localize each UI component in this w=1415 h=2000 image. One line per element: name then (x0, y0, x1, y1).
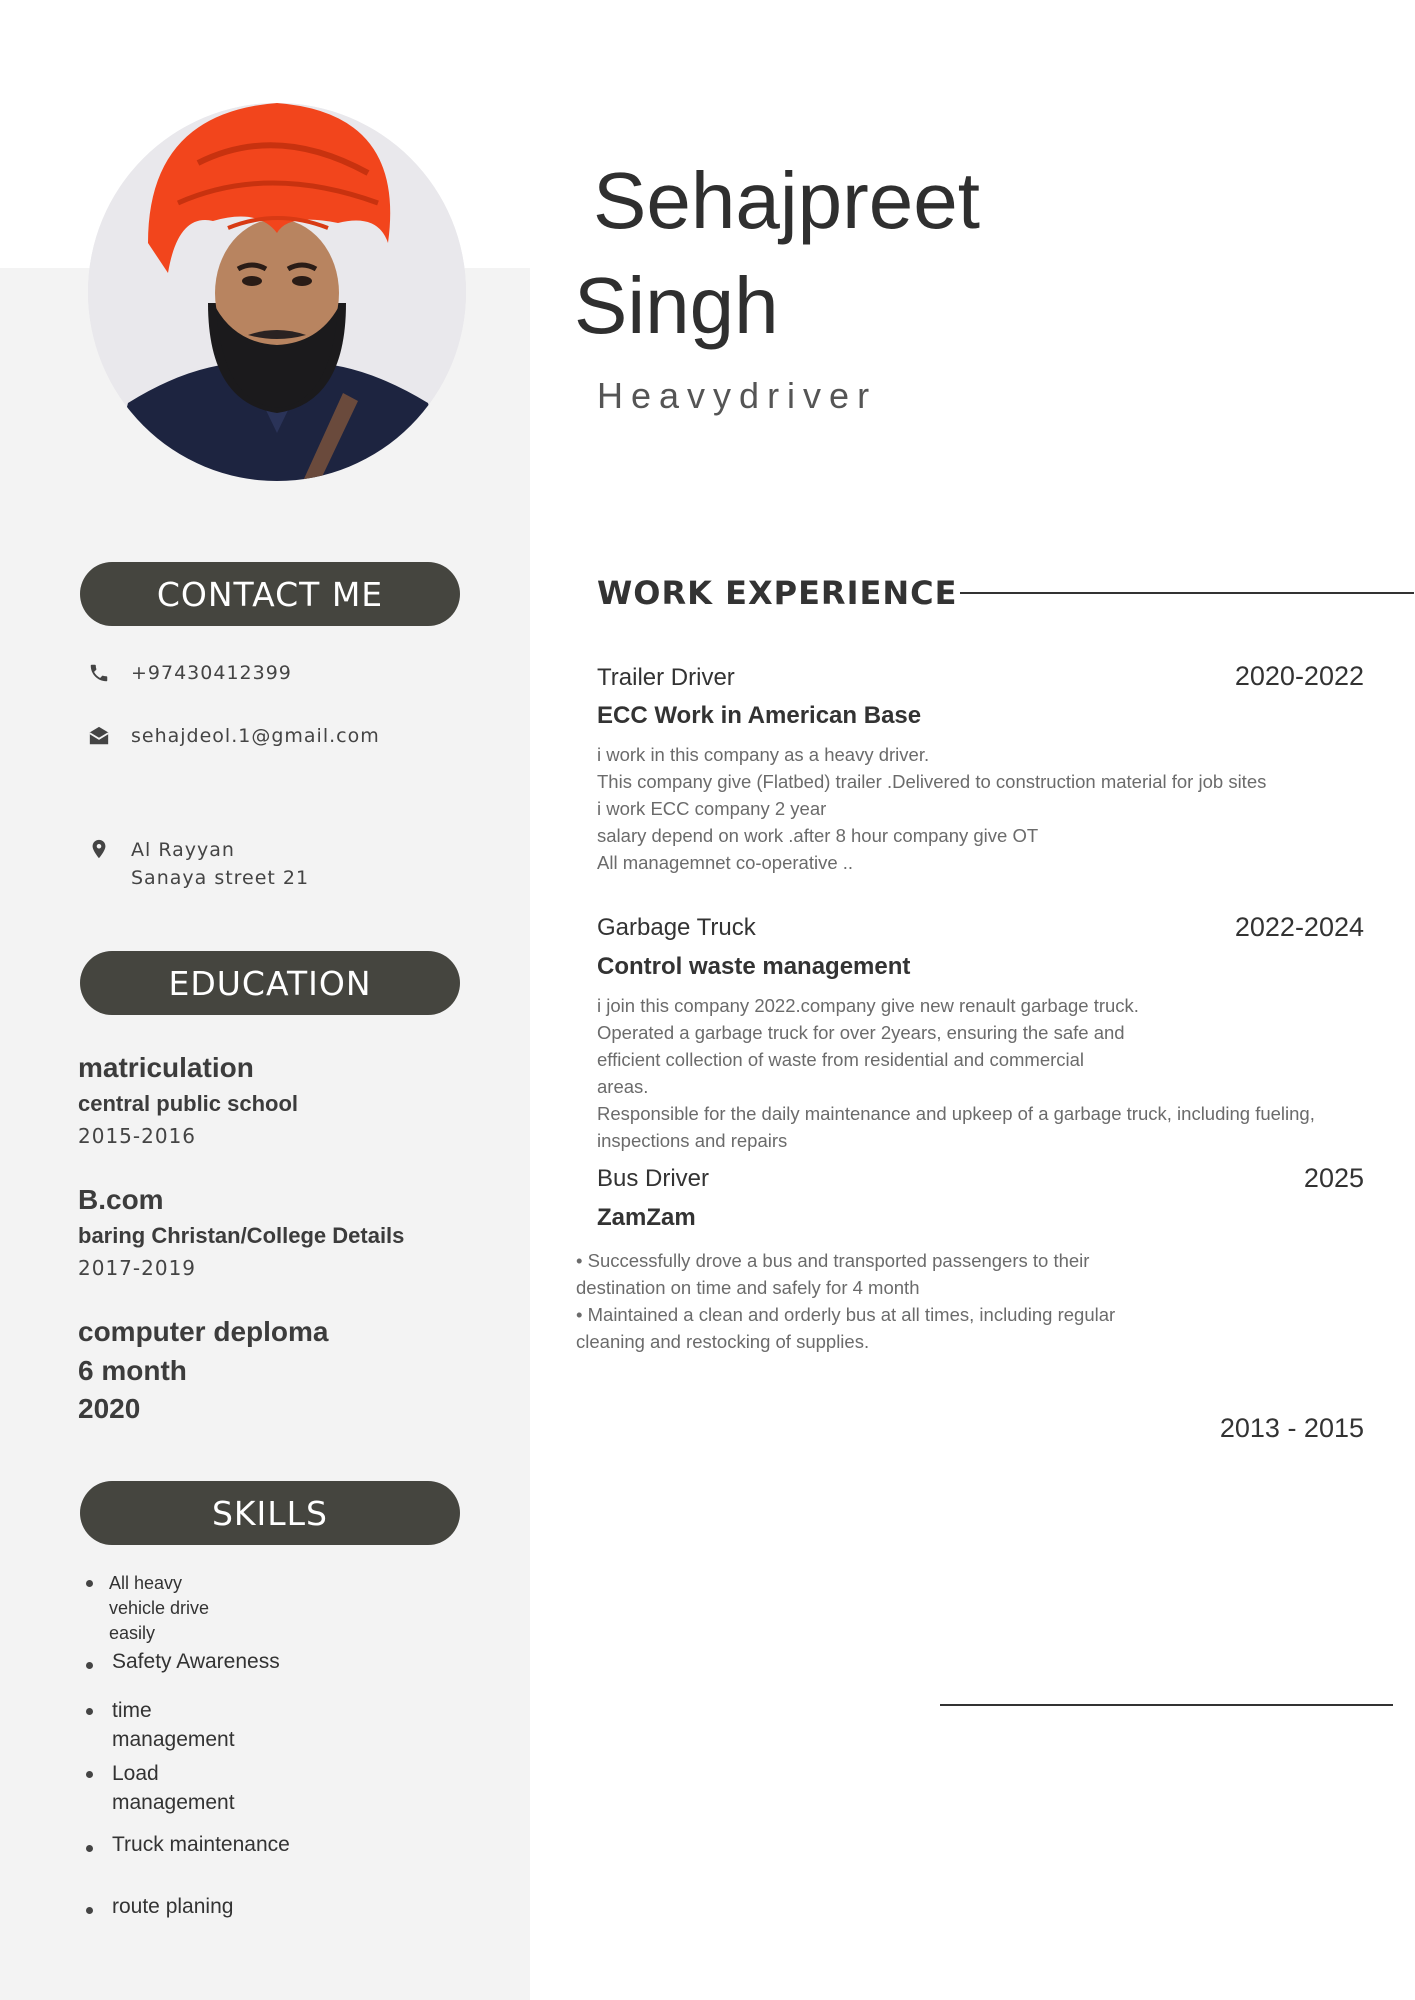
job-description: • Successfully drove a bus and transported passengers to their destination on time and safely for 4 month • Maintained a clean and orderly bus at all times, including regular cleaning and restocking of supplies. (576, 1250, 1116, 1352)
skill-item: Safety Awareness (112, 1650, 280, 1673)
job-years: 2025 (1303, 1163, 1364, 1193)
job-title: Garbage Truck (597, 914, 756, 941)
phone-number[interactable]: +97430412399 (131, 662, 292, 684)
first-name: Sehajpreet (593, 156, 980, 245)
skill-item: time management (112, 1699, 235, 1751)
skill-item: Load management (112, 1762, 235, 1814)
email-address[interactable]: sehajdeol.1@gmail.com (131, 725, 380, 747)
job-title: Bus Driver (597, 1165, 710, 1192)
divider (940, 1704, 1393, 1706)
bullet-icon (86, 1708, 93, 1715)
skill-item: Truck maintenance (112, 1833, 290, 1856)
education-extra-line-1: computer deploma (78, 1316, 329, 1347)
bullet-icon (86, 1907, 93, 1914)
job-description: i join this company 2022.company give new renault garbage truck. Operated a garbage truck for over 2years, ensuring the safe and efficient collection of waste from residential and commercial areas. Responsible for the daily maintenance and upkeep of a garbage truck, including fueling, inspections and repairs (597, 995, 1315, 1151)
contact-heading: CONTACT ME (80, 562, 460, 626)
bullet-icon (86, 1662, 93, 1669)
skill-item: route planing (112, 1895, 234, 1918)
bullet-icon (86, 1845, 93, 1852)
company-name: Control waste management (597, 953, 911, 980)
education-school: baring Christan/College Details (78, 1223, 405, 1248)
job-years: 2022-2024 (1234, 912, 1364, 942)
job-role: Heavydriver (597, 375, 878, 416)
email-icon (88, 725, 110, 747)
address-line-1: Al Rayyan (131, 839, 235, 861)
company-name: ZamZam (597, 1204, 696, 1231)
work-experience-heading: WORK EXPERIENCE (597, 574, 958, 612)
location-pin-icon (88, 838, 110, 860)
job-years: 2020-2022 (1234, 661, 1364, 691)
company-name: ECC Work in American Base (597, 702, 922, 729)
education-degree: matriculation (78, 1052, 254, 1083)
divider (960, 592, 1414, 594)
education-years: 2017-2019 (78, 1256, 197, 1280)
job-description: i work in this company as a heavy driver. This company give (Flatbed) trailer .Delivered to construction material for job sites i work ECC company 2 year salary depend on work .after 8 hour company give OT All managemnet co-operative .. (597, 744, 1267, 873)
skills-heading: SKILLS (80, 1481, 460, 1545)
bullet-icon (86, 1771, 93, 1778)
phone-icon (88, 662, 110, 684)
job-title: Trailer Driver (597, 664, 735, 691)
education-years: 2015-2016 (78, 1124, 197, 1148)
education-extra-line-2: 6 month (78, 1355, 187, 1386)
profile-photo (88, 103, 466, 481)
education-extra-line-3: 2020 (78, 1393, 141, 1424)
address-line-2: Sanaya street 21 (131, 867, 310, 889)
education-heading: EDUCATION (80, 951, 460, 1015)
education-degree: B.com (78, 1184, 164, 1215)
education-school: central public school (78, 1091, 299, 1116)
skill-item: All heavy vehicle drive easily (109, 1573, 210, 1643)
bullet-icon (86, 1580, 93, 1587)
last-name: Singh (574, 261, 779, 350)
job-years: 2013 - 2015 (1219, 1413, 1364, 1443)
